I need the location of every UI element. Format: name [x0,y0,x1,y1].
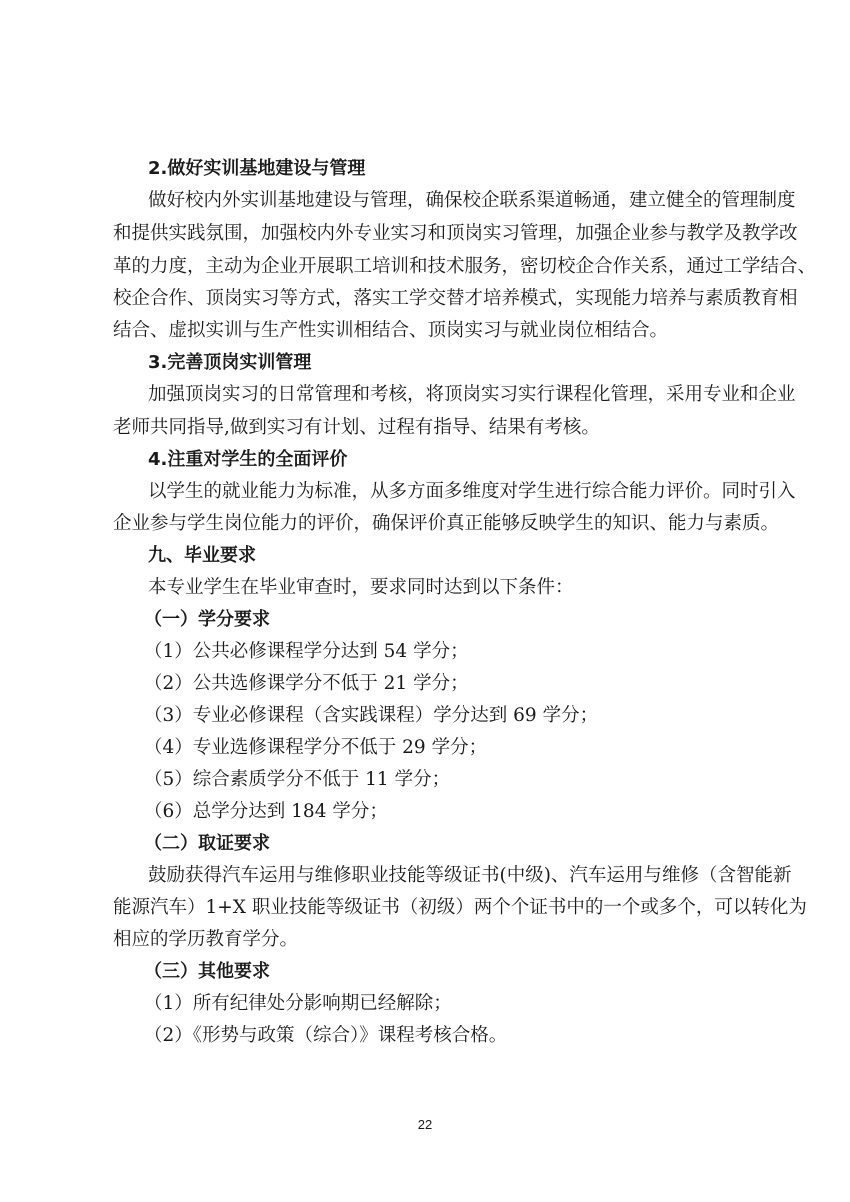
list-item: （3）专业必修课程（含实践课程）学分达到 69 学分； [144,705,599,726]
list-item: （2）《形势与政策（综合）》课程考核合格。 [144,1025,508,1046]
paragraph-line: 本专业学生在毕业审查时，要求同时达到以下条件： [148,577,574,598]
paragraph-line: 革的力度，主动为企业开展职工培训和技术服务，密切校企合作关系，通过工学结合、 [113,256,817,277]
subheading-credit-requirements: （一）学分要求 [144,609,270,630]
list-item: （5）综合素质学分不低于 11 学分； [144,769,451,790]
paragraph-line: 相应的学历教育学分。 [113,929,299,950]
paragraph-line: 加强顶岗实习的日常管理和考核，将顶岗实习实行课程化管理，采用专业和企业 [148,384,796,405]
paragraph-line: 以学生的就业能力为标准，从多方面多维度对学生进行综合能力评价。同时引入 [148,481,796,502]
list-item: （1）公共必修课程学分达到 54 学分； [144,641,469,662]
paragraph-line: 老师共同指导,做到实习有计划、过程有指导、结果有考核。 [113,417,600,438]
section-heading-student-evaluation: 4.注重对学生的全面评价 [148,449,348,470]
section-heading-training-base: 2.做好实训基地建设与管理 [148,158,366,179]
paragraph-line: 和提供实践氛围，加强校内外专业实习和顶岗实习管理，加强企业参与教学及教学改 [113,223,798,244]
page-number: 22 [417,1117,433,1132]
paragraph-line: 企业参与学生岗位能力的评价，确保评价真正能够反映学生的知识、能力与素质。 [113,513,780,534]
paragraph-line: 鼓励获得汽车运用与维修职业技能等级证书(中级)、汽车运用与维修（含智能新 [148,865,792,886]
list-item: （1）所有纪律处分影响期已经解除； [144,993,452,1014]
list-item: （6）总学分达到 184 学分； [144,801,388,822]
paragraph-line: 结合、虚拟实训与生产性实训相结合、顶岗实习与就业岗位相结合。 [113,320,669,341]
paragraph-line: 校企合作、顶岗实习等方式，落实工学交替才培养模式，实现能力培养与素质教育相 [113,288,798,309]
chapter-heading-graduation: 九、毕业要求 [148,545,256,566]
section-heading-internship-management: 3.完善顶岗实训管理 [148,352,312,373]
paragraph-line: 能源汽车）1+X 职业技能等级证书（初级）两个个证书中的一个或多个，可以转化为 [113,897,807,918]
list-item: （4）专业选修课程学分不低于 29 学分； [144,737,488,758]
paragraph-line: 做好校内外实训基地建设与管理，确保校企联系渠道畅通，建立健全的管理制度 [148,190,796,211]
subheading-certificate-requirements: （二）取证要求 [144,833,270,854]
list-item: （2）公共选修课学分不低于 21 学分； [144,673,469,694]
subheading-other-requirements: （三）其他要求 [144,961,270,982]
